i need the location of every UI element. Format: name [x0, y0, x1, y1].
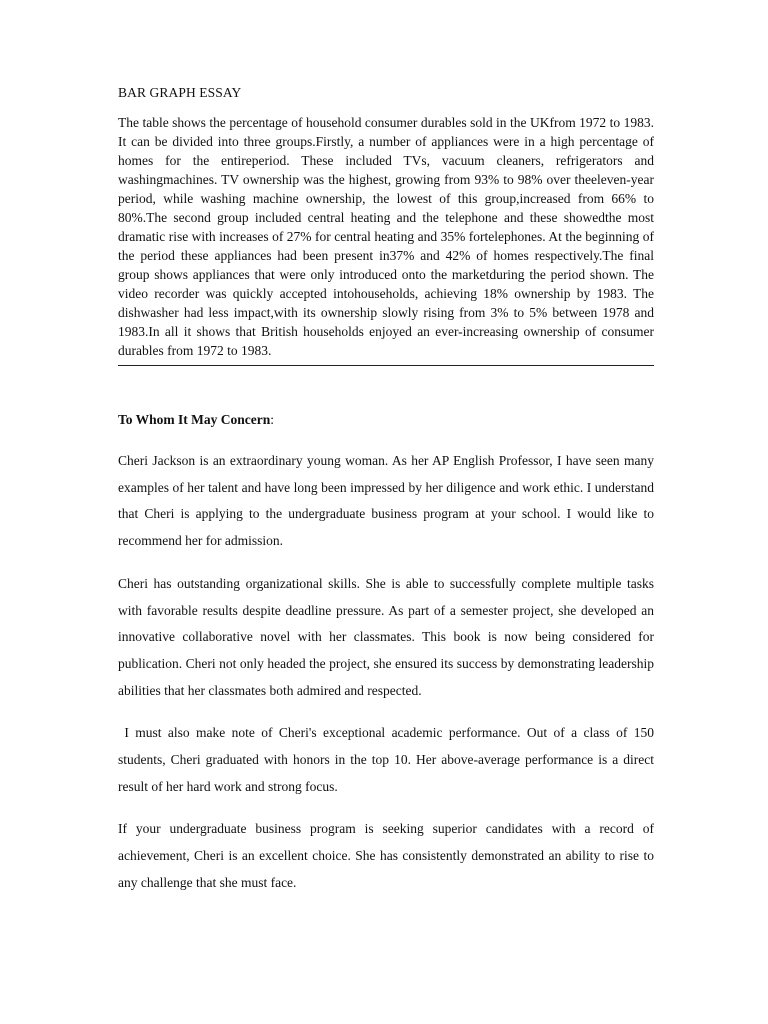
letter-paragraph-3: I must also make note of Cheri's exceptional academic performance. Out of a class of 150 students, Cheri graduated with honors in the top 10. Her above-average performance is a direct result of her hard work and strong focus. [118, 725, 658, 794]
document-page [118, 84, 658, 913]
essay-body: The table shows the percentage of household consumer durables sold in the UKfrom 1972 to 1983. It can be divided into three groups.Firstly, a number of appliances were in a high percentage of homes for the entireperiod. These included TVs, vacuum cleaners, refrigerators and washingmachines. TV ownership was the highest, growing from 93% to 98% over theeleven-year period, while washing machine ownership, the lowest of this group,increased from 66% to 80%.The second group included central heating and the telephone and these showedthe most dramatic rise with increases of 27% for central heating and 35% fortelephones. At the beginning of the period these appliances had been present in37% and 42% of homes respectively.The final group shows appliances that were only introduced onto the marketduring the period shown. The video recorder was quickly accepted intohouseholds, achieving 18% ownership by 1983. The dishwasher had less impact,with its ownership slowly rising from 3% to 5% between 1978 and 1983.In all it shows that British households enjoyed an ever-increasing ownership of consumer durables from 1972 to 1983. [118, 115, 654, 358]
letter-paragraph-1: Cheri Jackson is an extraordinary young woman. As her AP English Professor, I have seen many examples of her talent and have long been impressed by her diligence and work ethic. I understand that Cheri is applying to the undergraduate business program at your school. I would like to recommend her for admission. [118, 453, 654, 549]
salutation-punct: : [270, 412, 275, 427]
letter-paragraph-2: Cheri has outstanding organizational skills. She is able to successfully complete multiple tasks with favorable results despite deadline pressure. As part of a semester project, she developed an innovative collaborative novel with her classmates. This book is now being considered for publication. Cheri not only headed the project, she ensured its success by demonstrating leadership abilities that her classmates both admired and respected. [118, 575, 654, 698]
essay-title: BAR GRAPH ESSAY [118, 85, 242, 100]
recommendation-letter [118, 411, 658, 897]
letter-salutation [118, 411, 654, 429]
section-divider [118, 365, 654, 366]
letter-paragraph-4: If your undergraduate business program is seeking superior candidates with a record of achievement, Cheri is an excellent choice. She has consistently demonstrated an ability to rise to any challenge that she must face. [118, 821, 654, 890]
salutation-text: To Whom It May Concern [118, 412, 271, 427]
